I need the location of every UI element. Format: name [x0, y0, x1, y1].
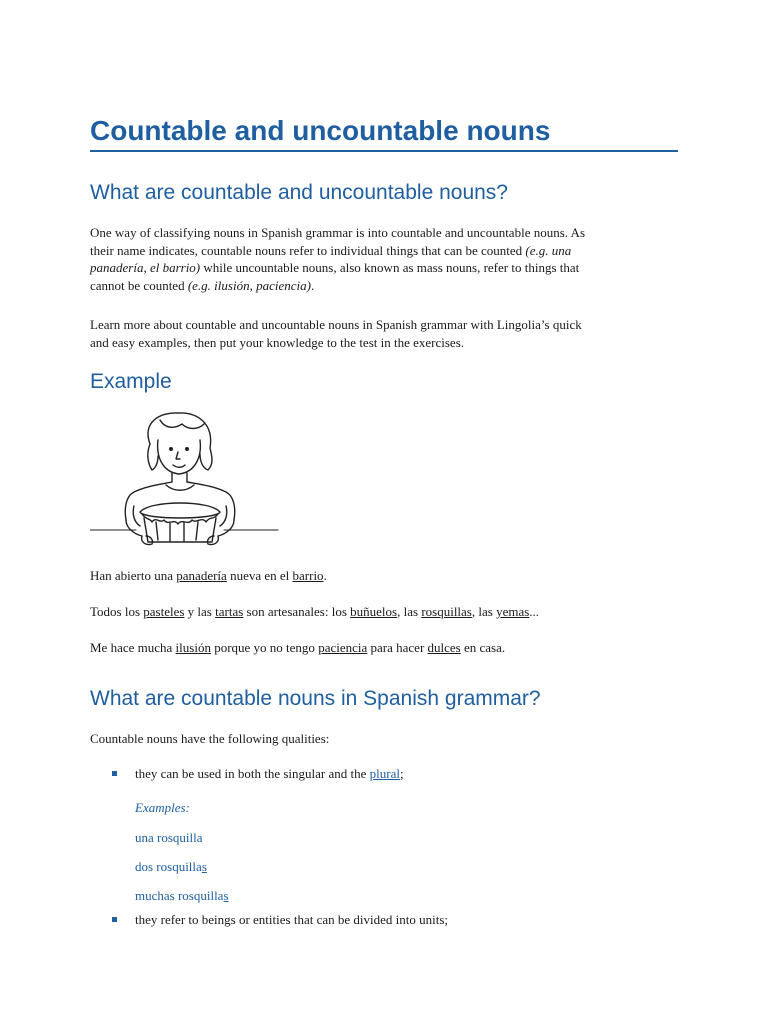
examples-label-text: Examples:: [135, 800, 190, 815]
plural-suffix: s: [223, 888, 229, 903]
sentence-text: Me hace mucha: [90, 640, 176, 655]
highlighted-noun: paciencia: [318, 640, 368, 655]
highlighted-noun: barrio: [292, 568, 324, 583]
intro-example: panadería, el barrio): [90, 260, 201, 275]
highlighted-noun: panadería: [176, 568, 227, 583]
sentence-text: Han abierto una: [90, 568, 177, 583]
example-sentence-3: [90, 639, 678, 657]
highlighted-noun: dulces: [427, 640, 461, 655]
countable-intro: Countable nouns have the following qualities:: [90, 731, 330, 746]
highlighted-noun: pasteles: [143, 604, 185, 619]
highlighted-noun: buñuelos: [350, 604, 398, 619]
bullet-square-icon: [112, 917, 117, 922]
sentence-text: y las: [184, 604, 216, 619]
plural-suffix: s: [201, 859, 207, 874]
section-heading-example: Example: [90, 370, 172, 393]
sentence-text: son artesanales: los: [243, 604, 351, 619]
example-plural: [135, 858, 207, 875]
intro-text: while uncountable nouns, also known as mass nouns, refer to things that: [200, 260, 580, 275]
section-heading-definition: What are countable and uncountable nouns?: [90, 181, 508, 204]
highlighted-noun: rosquillas: [421, 604, 472, 619]
highlighted-noun: yemas: [496, 604, 530, 619]
list-item: [135, 765, 404, 782]
highlighted-noun: tartas: [215, 604, 244, 619]
intro-text: cannot be counted: [90, 277, 188, 293]
intro-example: (e.g. una: [525, 242, 572, 258]
learn-more-paragraph: [90, 316, 678, 351]
girl-with-cake-illustration: [90, 410, 280, 550]
example-sentence-1: [90, 567, 678, 585]
sentence-text: nueva en el: [226, 568, 293, 583]
example-singular: una rosquilla: [135, 830, 203, 845]
sentence-text: Todos los: [90, 604, 144, 619]
example-sentence-2: [90, 603, 678, 621]
sentence-text: .: [323, 568, 327, 583]
list-item-text: ;: [400, 766, 404, 781]
sentence-text: en casa.: [460, 640, 506, 655]
sentence-text: ...: [529, 604, 540, 619]
page-title: Countable and uncountable nouns: [90, 114, 678, 152]
intro-text: One way of classifying nouns in Spanish grammar is into countable and uncountable nouns. As: [90, 225, 586, 240]
example-word: dos rosquilla: [135, 859, 202, 874]
example-word: muchas rosquilla: [135, 888, 224, 903]
list-item: they refer to beings or entities that can be divided into units;: [135, 912, 449, 927]
intro-example: (e.g. ilusión, paciencia): [187, 277, 311, 293]
sentence-text: porque yo no tengo: [210, 640, 319, 655]
plural-link[interactable]: plural: [369, 766, 400, 781]
intro-paragraph: [90, 224, 678, 294]
intro-text: .: [310, 277, 315, 293]
example-plural: [135, 887, 229, 904]
sentence-text: , las: [397, 604, 422, 619]
learn-more-text: and easy examples, then put your knowledge to the test in the exercises.: [90, 334, 465, 350]
highlighted-noun: ilusión: [175, 640, 211, 655]
list-item-text: they can be used in both the singular and the: [135, 766, 370, 781]
sentence-text: para hacer: [367, 640, 428, 655]
bullet-square-icon: [112, 771, 117, 776]
examples-label: [135, 799, 190, 816]
sentence-text: , las: [471, 604, 497, 619]
learn-more-text: Learn more about countable and uncountable nouns in Spanish grammar with Lingolia’s quick: [90, 317, 582, 332]
intro-text: their name indicates, countable nouns refer to individual things that can be counted: [90, 242, 526, 258]
section-heading-countable: What are countable nouns in Spanish grammar?: [90, 687, 541, 710]
